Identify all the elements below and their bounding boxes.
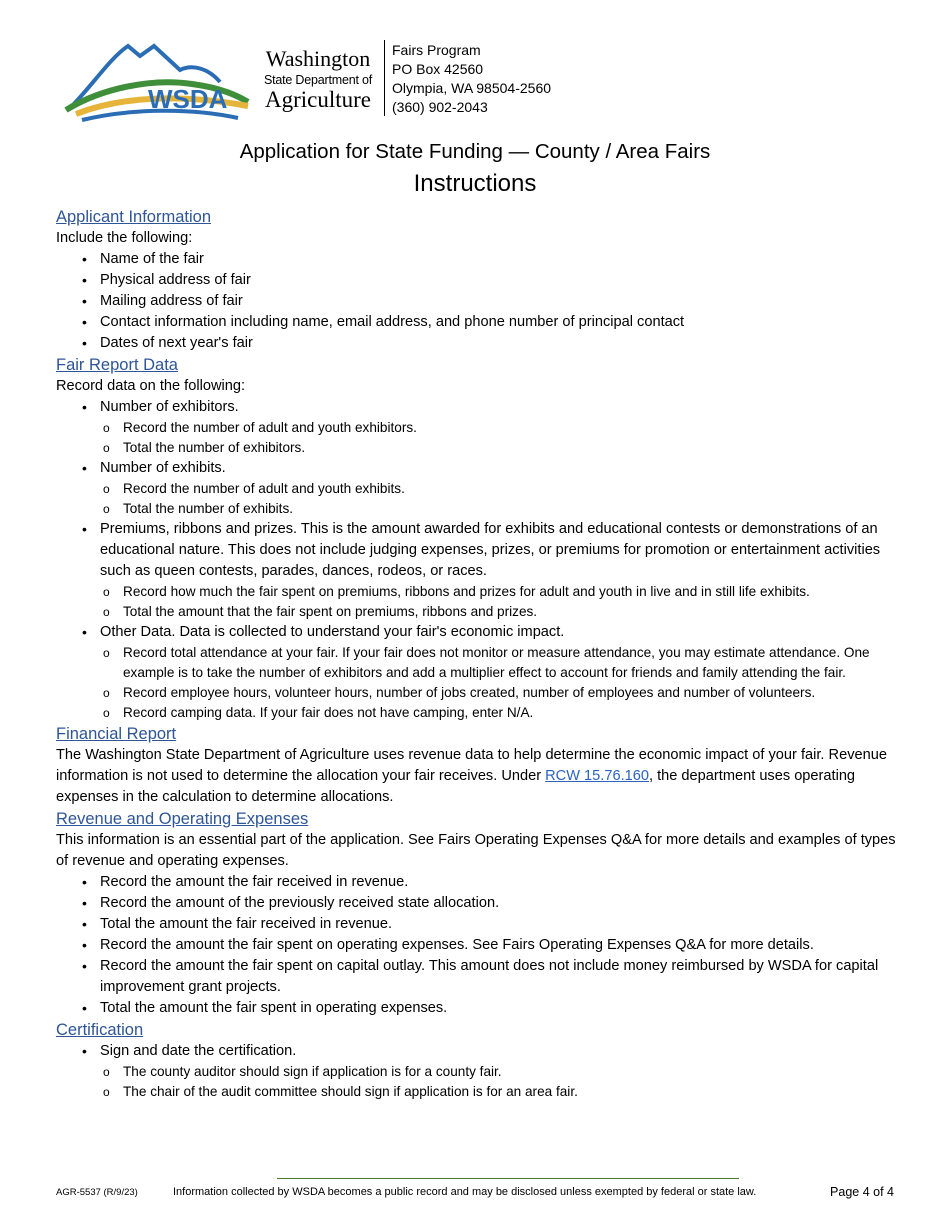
paragraph-text: , the department uses operating expenses in the calculation to determine allocations. (56, 768, 856, 805)
sub-list-item: o The chair of the audit committee should sign if application is for an area fair. (56, 1082, 906, 1102)
agency-line-1: Washington (265, 46, 371, 71)
agency-name (258, 48, 378, 111)
list-item: • Record the amount the fair spent on capital outlay. This amount does not include money reimbursed by WSDA for capital improvement grant projects. (56, 956, 906, 998)
sub-list-item: o Total the amount that the fair spent on premiums, ribbons and prizes. (56, 602, 906, 622)
wsda-logo (62, 38, 252, 122)
sub-list-item: o Record the number of adult and youth exhibitors. (56, 418, 906, 438)
sub-list-item: o Record the number of adult and youth exhibits. (56, 479, 906, 499)
section-heading-certification: Certification (56, 1021, 144, 1039)
certification-list (56, 1041, 906, 1102)
sub-list-item: o Total the number of exhibits. (56, 499, 906, 519)
list-item: • Record the amount the fair received in revenue. (56, 872, 906, 893)
list-item: • Mailing address of fair (56, 291, 906, 312)
section-heading-applicant: Applicant Information (56, 208, 212, 226)
letterhead (0, 0, 950, 130)
sub-list-item: o Record total attendance at your fair. If your fair does not monitor or measure attendance, you may estimate attendance. One example is to take the number of exhibitors and add a multiplier effect to account for friends and family attending the fair. (56, 643, 906, 683)
list-item: • Number of exhibitors. (56, 397, 906, 418)
list-item: • Number of exhibits. (56, 458, 906, 479)
page-number: Page 4 of 4 (830, 1185, 894, 1199)
applicant-list (56, 249, 906, 354)
section-heading-financial: Financial Report (56, 725, 177, 743)
list-item: • Contact information including name, email address, and phone number of principal contact (56, 312, 906, 333)
agency-line-2: State Department of (263, 73, 373, 87)
address-line: PO Box 42560 (392, 61, 484, 77)
mailing-address (392, 41, 551, 117)
section-heading-fair-report: Fair Report Data (56, 356, 178, 374)
phone-number: (360) 902-2043 (392, 99, 488, 115)
list-item: • Record the amount the fair spent on operating expenses. See Fairs Operating Expenses Q&A for more details. (56, 935, 906, 956)
address-line: Fairs Program (392, 42, 481, 58)
public-record-notice: Information collected by WSDA becomes a public record and may be disclosed unless exempted by federal or state law. (173, 1186, 757, 1198)
list-item: • Dates of next year's fair (56, 333, 906, 354)
sub-list-item: o Record camping data. If your fair does not have camping, enter N/A. (56, 703, 906, 723)
sub-list-item: o Total the number of exhibitors. (56, 438, 906, 458)
list-item: • Record the amount of the previously received state allocation. (56, 893, 906, 914)
section-intro: Record data on the following: (56, 378, 246, 394)
list-item: • Physical address of fair (56, 270, 906, 291)
section-heading-revenue: Revenue and Operating Expenses (56, 810, 309, 828)
document-subtitle: Instructions (413, 170, 537, 197)
list-item: • Total the amount the fair received in revenue. (56, 914, 906, 935)
list-item: • Total the amount the fair spent in operating expenses. (56, 998, 906, 1019)
paragraph-text: The Washington State Department of Agriculture uses revenue data to help determine the economic impact of your fair. Revenue information is not used to determine the allocation your fair receives. Under (56, 747, 887, 784)
list-item: • Name of the fair (56, 249, 906, 270)
footer-divider (277, 1178, 739, 1179)
form-code: AGR-5537 (R/9/23) (56, 1187, 138, 1198)
sub-list-item: o The county auditor should sign if application is for a county fair. (56, 1062, 906, 1082)
rcw-link[interactable]: RCW 15.76.160 (545, 768, 649, 784)
financial-paragraph (56, 745, 906, 808)
logo-text: WSDA (148, 84, 228, 114)
instructions-body (56, 206, 906, 1102)
section-intro: Include the following: (56, 230, 193, 246)
sub-list-item: o Record employee hours, volunteer hours, number of jobs created, number of employees and number of volunteers. (56, 683, 906, 703)
revenue-list (56, 872, 906, 1019)
list-item: • Sign and date the certification. (56, 1041, 906, 1062)
fair-report-list (56, 397, 906, 723)
sub-list-item: o Record how much the fair spent on premiums, ribbons and prizes for adult and youth in live and in still life exhibits. (56, 582, 906, 602)
list-item: • Premiums, ribbons and prizes. This is the amount awarded for exhibits and educational contests or demonstrations of an educational nature. This does not include judging expenses, prizes, or premiums for promotion or entertainment activities such as queen contests, parades, dances, rodeos, or races. (56, 519, 906, 582)
list-item: • Other Data. Data is collected to understand your fair's economic impact. (56, 622, 906, 643)
header-divider (384, 40, 385, 116)
address-line: Olympia, WA 98504-2560 (392, 80, 552, 96)
document-title: Application for State Funding — County / Area Fairs (239, 140, 711, 163)
section-intro: This information is an essential part of the application. See Fairs Operating Expenses Q&A for more details and examples of types of revenue and operating expenses. (56, 832, 896, 869)
agency-line-3: Agriculture (264, 86, 371, 112)
